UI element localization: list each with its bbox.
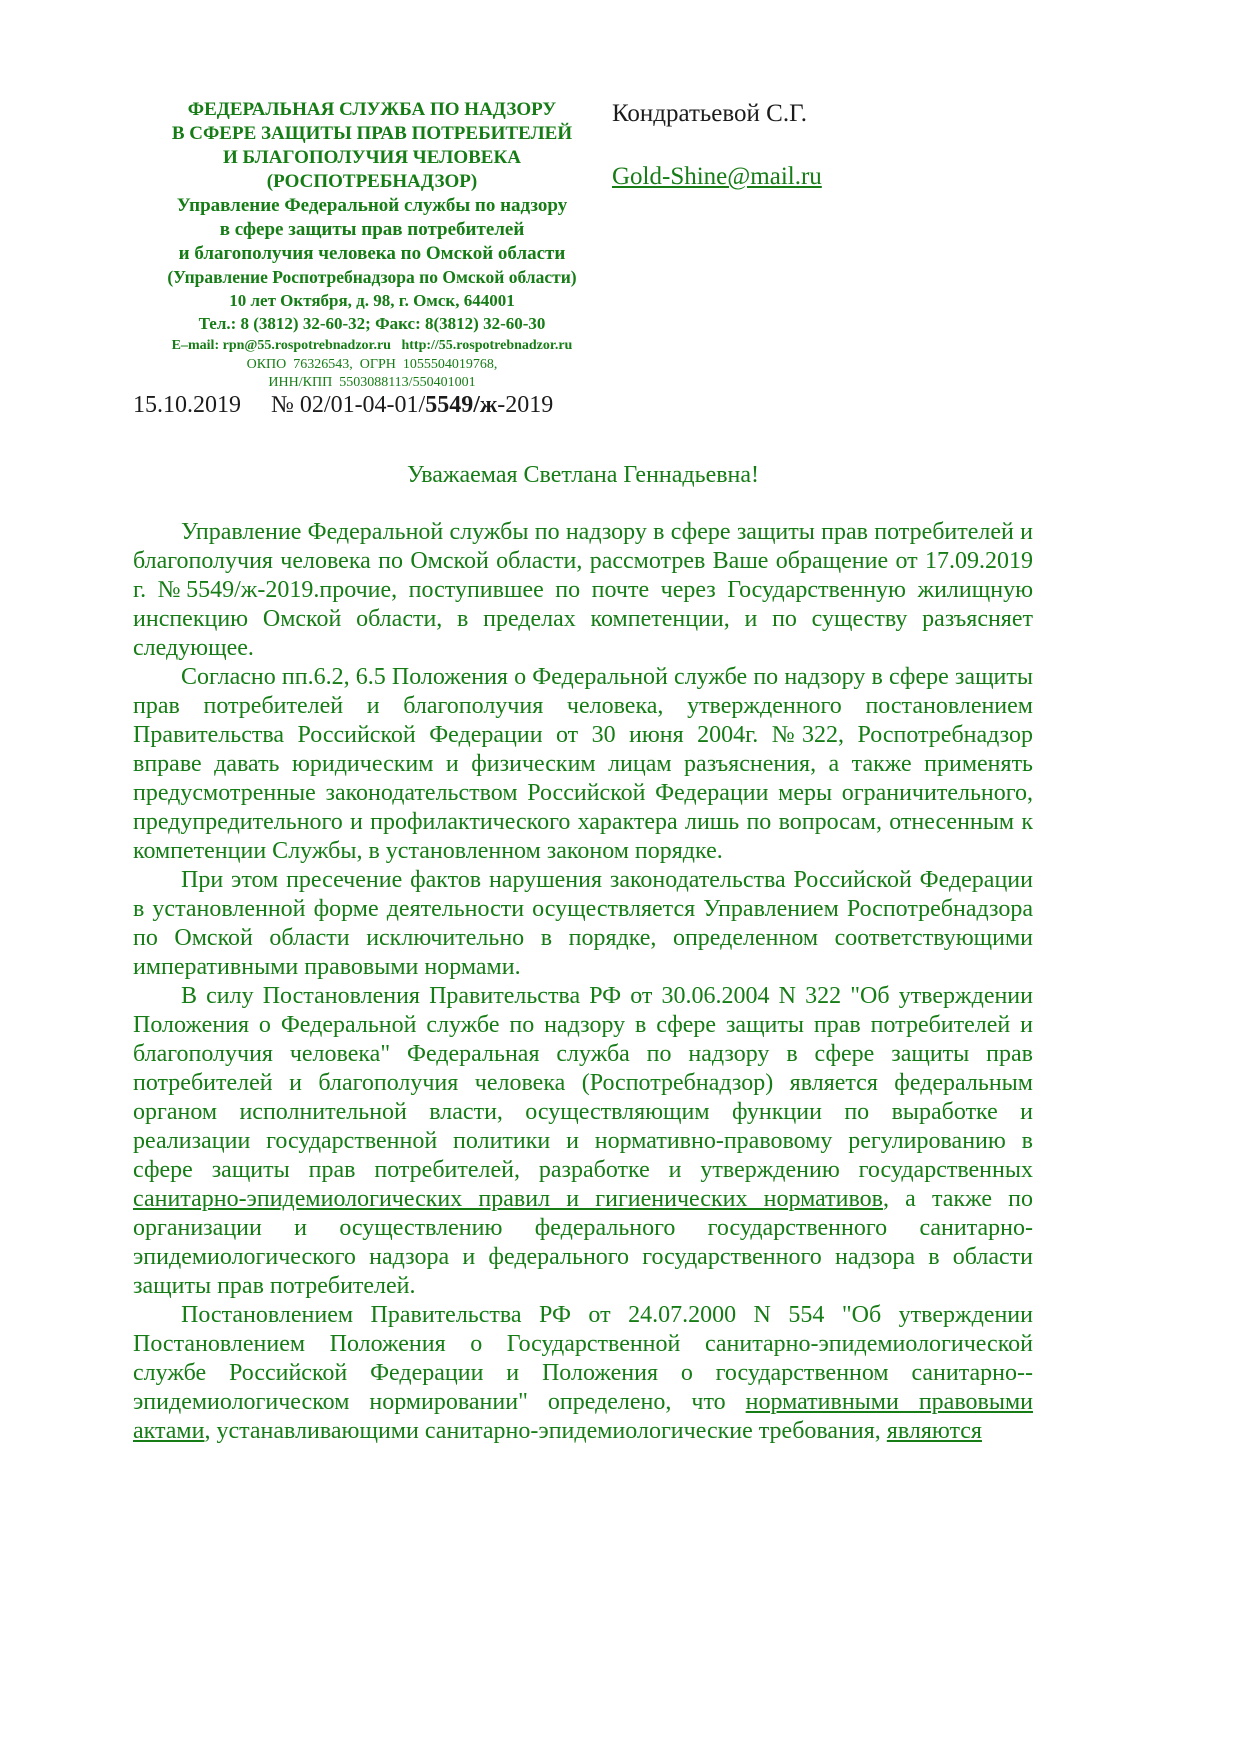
org-name-line-1: ФЕДЕРАЛЬНАЯ СЛУЖБА ПО НАДЗОРУ	[187, 99, 557, 120]
paragraph-2-text: Согласно пп.6.2, 6.5 Положения о Федеральной службе по надзору в сфере защиты прав потребителей и благополучия человека, утвержденного постановлением Правительства Российской Федерации от 30 июня 2004г. №322, Роспотребнадзор вправе давать юридическим и физическим лицам разъяснения, а также применять предусмотренные законодательством Российской Федерации меры ограничительного, предупредительного и профилактического характера лишь по вопросам, отнесенным к компетенции Службы, в установленном законом порядке.	[133, 664, 1033, 864]
org-division-line-3: и благополучия человека по Омской области	[178, 243, 566, 264]
salutation: Уважаемая Светлана Геннадьевна!	[406, 462, 760, 488]
paragraph-5-text-2: , устанавливающими санитарно-эпидемиологические требования,	[204, 1418, 887, 1444]
letter-body	[133, 518, 1033, 1446]
org-email-website: E–mail: rpn@55.rospotrebnadzor.ru http://55.rospotrebnadzor.ru	[171, 338, 573, 353]
org-short-name: (РОСПОТРЕБНАДЗОР)	[266, 171, 478, 192]
paragraph-2	[133, 663, 1033, 866]
org-phone-fax: Тел.: 8 (3812) 32-60-32; Факс: 8(3812) 32-60-30	[198, 314, 546, 333]
org-division-short: (Управление Роспотребнадзора по Омской области)	[167, 267, 577, 287]
org-postal-address: 10 лет Октября, д. 98, г. Омск, 644001	[229, 291, 515, 310]
paragraph-1	[133, 518, 1033, 663]
reference-line	[133, 392, 553, 419]
paragraph-4	[133, 982, 1033, 1301]
addressee-name: Кондратьевой С.Г.	[612, 100, 807, 127]
paragraph-4-text-2: , а также по организации и осуществлению федерального государственного санитарно-эпидемиологического надзора и федерального государственного надзора в области защиты прав потребителей.	[133, 1186, 1033, 1299]
org-inn-kpp: ИНН/КПП 5503088113/550401001	[268, 375, 476, 390]
paragraph-5-text-1: Постановлением Правительства РФ от 24.07.2000 N 554 "Об утверждении Постановлением Положения о Государственной санитарно-эпидемиологической службе Российской Федерации и Положения о государственном санитарно--эпидемиологическом нормировании" определено, что	[133, 1302, 1033, 1415]
letterhead-org-block	[133, 98, 611, 392]
letter-number-suffix: -2019	[497, 392, 554, 418]
paragraph-5-underlined-phrase-2: являются	[886, 1418, 982, 1444]
paragraph-4-text-1: В силу Постановления Правительства РФ от 30.06.2004 N 322 "Об утверждении Положения о Федеральной службе по надзору в сфере защиты прав потребителей и благополучия человека" Федеральная служба по надзору в сфере защиты прав потребителей и благополучия человека (Роспотребнадзор) является федеральным органом исполнительной власти, осуществляющим функции по выработке и реализации государственной политики и нормативно-правовому регулированию в сфере защиты прав потребителей, разработке и утверждению государственных	[133, 983, 1033, 1183]
paragraph-1-text: Управление Федеральной службы по надзору в сфере защиты прав потребителей и благополучия человека по Омской области, рассмотрев Ваше обращение от 17.09.2019 г. №5549/ж-2019.прочие, поступившее по почте через Государственную жилищную инспекцию Омской области, в пределах компетенции, и по существу разъясняет следующее.	[133, 519, 1033, 661]
org-division-line-2: в сфере защиты прав потребителей	[219, 219, 525, 240]
paragraph-5-underlined-phrase-1: нормативными правовыми актами	[133, 1389, 1033, 1444]
addressee-email-link[interactable]: Gold-Shine@mail.ru	[612, 163, 822, 190]
org-name-line-3: И БЛАГОПОЛУЧИЯ ЧЕЛОВЕКА	[223, 147, 521, 168]
paragraph-3	[133, 866, 1033, 982]
org-division-line-1: Управление Федеральной службы по надзору	[176, 195, 568, 216]
org-okpo-ogrn: ОКПО 76326543, ОГРН 1055504019768,	[246, 357, 498, 372]
letter-number-bold: 5549/ж	[425, 392, 498, 418]
letter-number-prefix: № 02/01-04-01/	[271, 392, 426, 418]
paragraph-5	[133, 1301, 1033, 1446]
paragraph-4-underlined-phrase: санитарно-эпидемиологических правил и гигиенических нормативов	[133, 1186, 883, 1212]
letter-number	[271, 392, 553, 418]
letter-date: 15.10.2019	[133, 392, 241, 418]
paragraph-3-text: При этом пресечение фактов нарушения законодательства Российской Федерации в установленной форме деятельности осуществляется Управлением Роспотребнадзора по Омской области исключительно в порядке, определенном соответствующими императивными правовыми нормами.	[133, 867, 1033, 980]
org-name-line-2: В СФЕРЕ ЗАЩИТЫ ПРАВ ПОТРЕБИТЕЛЕЙ	[171, 123, 573, 144]
